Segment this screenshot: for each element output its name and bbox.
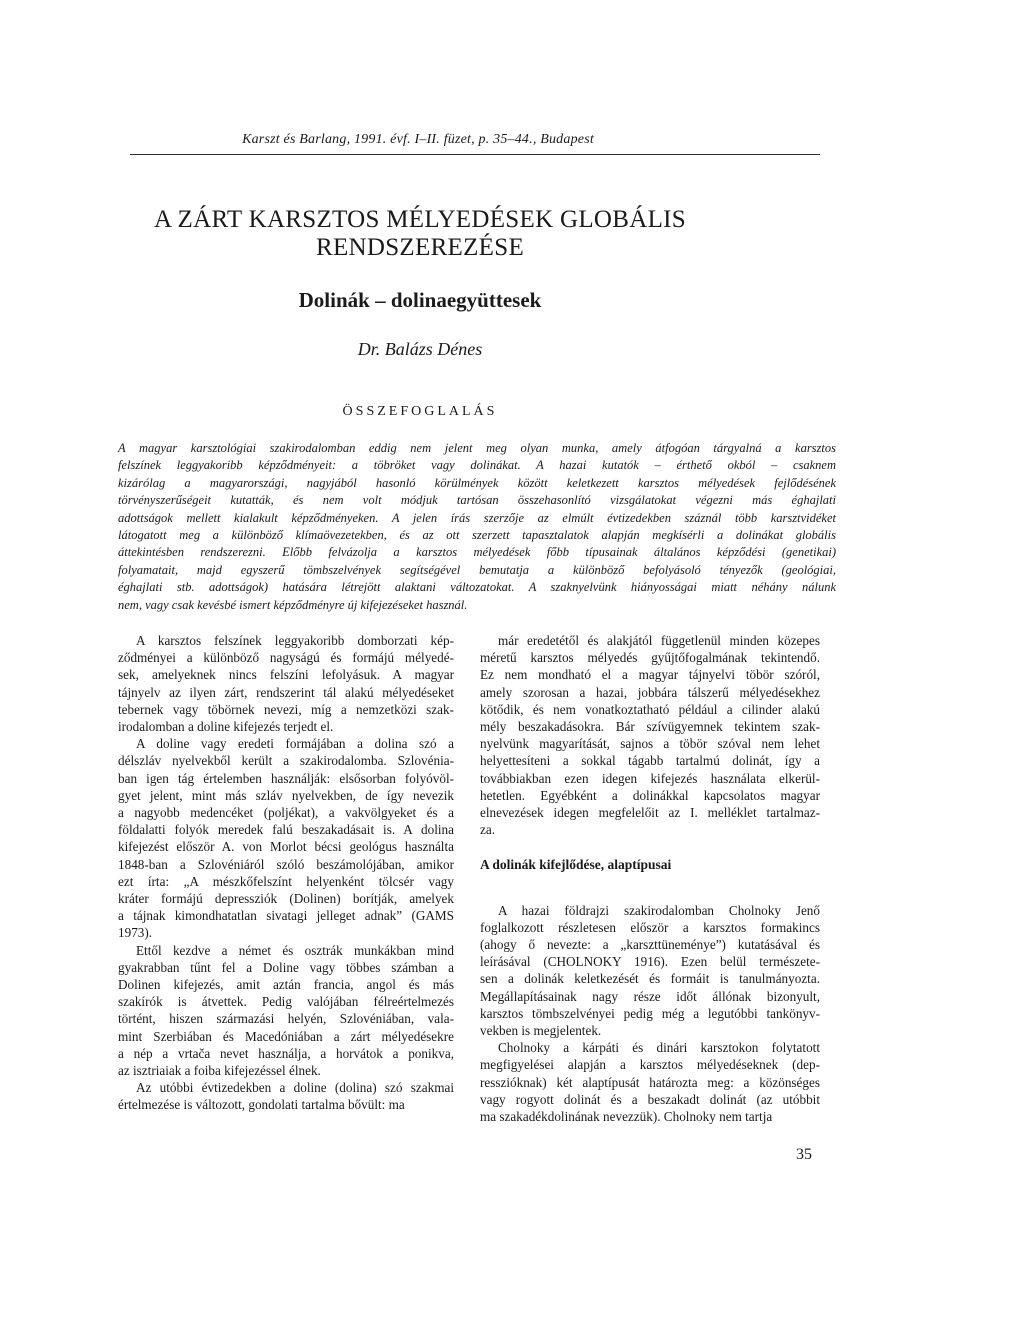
text-line: kráter formájú depressziók (Dolinen) borítják, amelyek — [118, 891, 454, 907]
text-line: nyelvünk magyarítását, sajnos a töbör szóval nem lehet — [480, 736, 820, 752]
journal-header: Karszt és Barlang, 1991. évf. I–II. füzet, p. 35–44., Budapest — [242, 132, 594, 147]
text-line: a nép a vrtača nevet használja, a horvátok a ponikva, — [118, 1045, 454, 1061]
text-line: ma szakadékdolinának nevezzük). Cholnoky nem tartja — [480, 1109, 773, 1125]
text-line: A hazai földrajzi szakirodalomban Cholnoky Jenő — [498, 902, 820, 918]
text-line: 1973). — [118, 925, 153, 941]
right-column — [480, 632, 820, 1125]
text-line: adottságok mellett kialakult képződményeken. A jelen írás szerzője az elmúlt évtizedekben száznál több karsztvidéket — [118, 510, 836, 525]
text-line: Ettől kezdve a német és osztrák munkákban mind — [136, 942, 454, 958]
text-line: történt, hiszen származási helyén, Szlovéniában, vala- — [118, 1011, 454, 1027]
text-line: za. — [480, 822, 496, 838]
title-line-2: RENDSZEREZÉSE — [315, 234, 525, 261]
text-line: amely szorosan a hazai, jobbára tálszerű mélyedésekhez — [480, 684, 820, 700]
text-line: délszláv nyelvekből került a szakirodalomba. Szlovénia- — [118, 753, 454, 769]
author-name: Dr. Balázs Dénes — [357, 339, 483, 359]
text-line: mély beszakadásokra. Bár szívügyemnek tekintem szak- — [480, 719, 820, 735]
text-line: szakírók is átvettek. Pedig valójában félreértelmezés — [118, 994, 454, 1010]
text-line: ződményei a különböző nagyságú és formájú mélyedé- — [118, 650, 454, 666]
abstract-text — [118, 440, 836, 614]
text-line: hetetlen. Egyébként a dolinákkal kapcsolatos magyar — [480, 787, 820, 803]
text-line: leírásával (CHOLNOKY 1916). Ezen belül természete- — [480, 954, 820, 970]
section-heading: A dolinák kifejlődése, alaptípusai — [480, 857, 672, 873]
text-line: tebernek vagy töbörnek nevezi, míg a nemzetközi szak- — [118, 701, 454, 717]
text-line: nem, vagy csak kevésbé ismert képződményre új kifejezéseket használ. — [118, 597, 468, 612]
title-line-1: A ZÁRT KARSZTOS MÉLYEDÉSEK GLOBÁLIS — [154, 206, 686, 233]
text-line: Ez nem mondható el a magyar tájnyelvi töbör szóról, — [480, 667, 820, 683]
text-line: folyamatait, majd egyszerű tömbszelvények segítségével bemutatja a különböző befolyásoló tényezők (geológiai, — [118, 562, 836, 577]
article-title — [140, 206, 700, 262]
paragraph — [480, 632, 820, 838]
text-line: értelmezése is változott, gondolati tartalma bővült: ma — [118, 1097, 405, 1113]
text-line: irodalomban a doline kifejezés terjedt el. — [118, 719, 334, 735]
abstract-heading: ÖSSZEFOGLALÁS — [342, 404, 498, 419]
paragraph — [118, 632, 454, 735]
text-line: látogatott meg a különböző klímaövezetekben, és az ott szerzett tapasztalatok alapján megkísérli a dolinákat globális — [118, 528, 836, 543]
text-line: vekben is megjelentek. — [480, 1023, 602, 1039]
text-line: gyakrabban tűnt fel a Doline vagy többes számban a — [118, 959, 454, 975]
text-line: felszínek leggyakoribb képződményeit: a töbröket vagy dolinákat. A hazai kutatók – érthető okból – csaknem — [118, 458, 836, 473]
text-line: Dolinen kifejezés, amit aztán francia, angol és más — [118, 977, 454, 993]
text-line: a tájnak kimondhatatlan sivatagi jelleget adnak” (GAMS — [118, 908, 454, 924]
header-rule — [130, 154, 820, 155]
text-line: 1848-ban a Szlovéniáról szóló beszámolójában, amikor — [118, 856, 454, 872]
page-number: 35 — [796, 1146, 812, 1163]
text-line: sen a dolinák keletkezését és formáit is tanulmányozta. — [480, 971, 820, 987]
text-line: vagy rogyott dolinát és a beszakadt dolinát (az utóbbit — [480, 1091, 820, 1107]
text-line: foglalkozott részletesen először a karsztos formakincs — [480, 919, 820, 935]
paragraph — [480, 902, 820, 1040]
text-line: már eredetétől és alakjától függetlenül minden közepes — [498, 633, 820, 648]
left-column — [118, 632, 454, 1114]
text-line: törvényszerűségeit kutatták, és nem volt módjuk tartósan összehasonlító vizsgálatokat végezni más éghajlati — [118, 493, 836, 508]
text-line: sek, amelyeknek nincs felszíni lefolyásuk. A magyar — [118, 667, 454, 683]
text-line: kifejezést először A. von Morlot bécsi geológus használta — [118, 839, 454, 855]
text-line: helyettesíteni a sokkal tágabb tartalmú dolinát, így a — [480, 753, 820, 769]
text-line: resszióknak) két alaptípusát határozta meg: a közönséges — [480, 1074, 820, 1090]
paragraph — [480, 1039, 820, 1125]
text-line: az isztriaiak a foiba kifejezéssel élnek. — [118, 1063, 321, 1079]
text-line: méretű karsztos mélyedés gyűjtőfogalmának tekintendő. — [480, 650, 820, 666]
paragraph — [118, 942, 454, 1080]
text-line: éghajlati stb. adottságok) hatására létrejött alaktani változatokat. A szaknyelvünk hiányosságai miatt néhány nálunk — [118, 580, 836, 595]
text-line: Cholnoky a kárpáti és dinári karsztokon folytatott — [498, 1040, 820, 1056]
text-line: Megállapításainak nagy része időt állónak bizonyult, — [480, 988, 820, 1004]
text-line: elnevezések idegen megfelelőit az I. melléklet tartalmaz- — [480, 805, 820, 821]
text-line: a nagyobb medencéket (poljékat), a vakvölgyeket és a — [118, 805, 454, 821]
text-line: Az utóbbi évtizedekben a doline (dolina) szó szakmai — [136, 1080, 454, 1096]
text-line: karsztos tömbszelvényei pedig még a legutóbbi tankönyv- — [480, 1005, 820, 1021]
text-line: A doline vagy eredeti formájában a dolina szó a — [136, 736, 454, 752]
paragraph — [118, 735, 454, 941]
text-line: tájnyelv az ilyen zárt, rendszerint tál alakú mélyedéseket — [118, 684, 454, 700]
text-line: kizárólag a magyarországi, nagyjából hasonló körülmények között keletkezett karsztos mélyedések fejlődésének — [118, 475, 836, 490]
text-line: A magyar karsztológiai szakirodalomban eddig nem jelent meg olyan munka, amely átfogóan tárgyalná a karsztos — [118, 441, 836, 455]
paragraph — [118, 1079, 454, 1113]
text-line: (ahogy ő nevezte: a „karszttüneménye”) kutatásával és — [480, 937, 820, 953]
text-line: áttekintésben rendszerezni. Előbb felvázolja a karsztos mélyedések főbb típusainak általános képződési (genetikai) — [118, 545, 836, 560]
text-line: ban igen tág értelemben használják: elsősorban folyóvöl- — [118, 770, 454, 786]
text-line: ezt írta: „A mészkőfelszínt helyenként tölcsér vagy — [118, 873, 454, 889]
text-line: gyet jelent, mint más szláv nyelvekben, de így nevezik — [118, 787, 454, 803]
text-line: megfigyelései alapján a karsztos mélyedéseknek (dep- — [480, 1057, 820, 1073]
text-line: A karsztos felszínek leggyakoribb domborzati kép- — [136, 633, 454, 648]
article-subtitle: Dolinák – dolinaegyüttesek — [298, 288, 542, 312]
text-line: földalatti folyók meredek falú beszakadásait is. A dolina — [118, 822, 454, 838]
text-line: mint Szerbiában és Macedóniában a zárt mélyedésekre — [118, 1028, 454, 1044]
text-line: továbbiakban ezen idegen kifejezés használata elkerül- — [480, 770, 820, 786]
text-line: kötődik, és nem vonatkoztatható például a cilinder alakú — [480, 701, 820, 717]
